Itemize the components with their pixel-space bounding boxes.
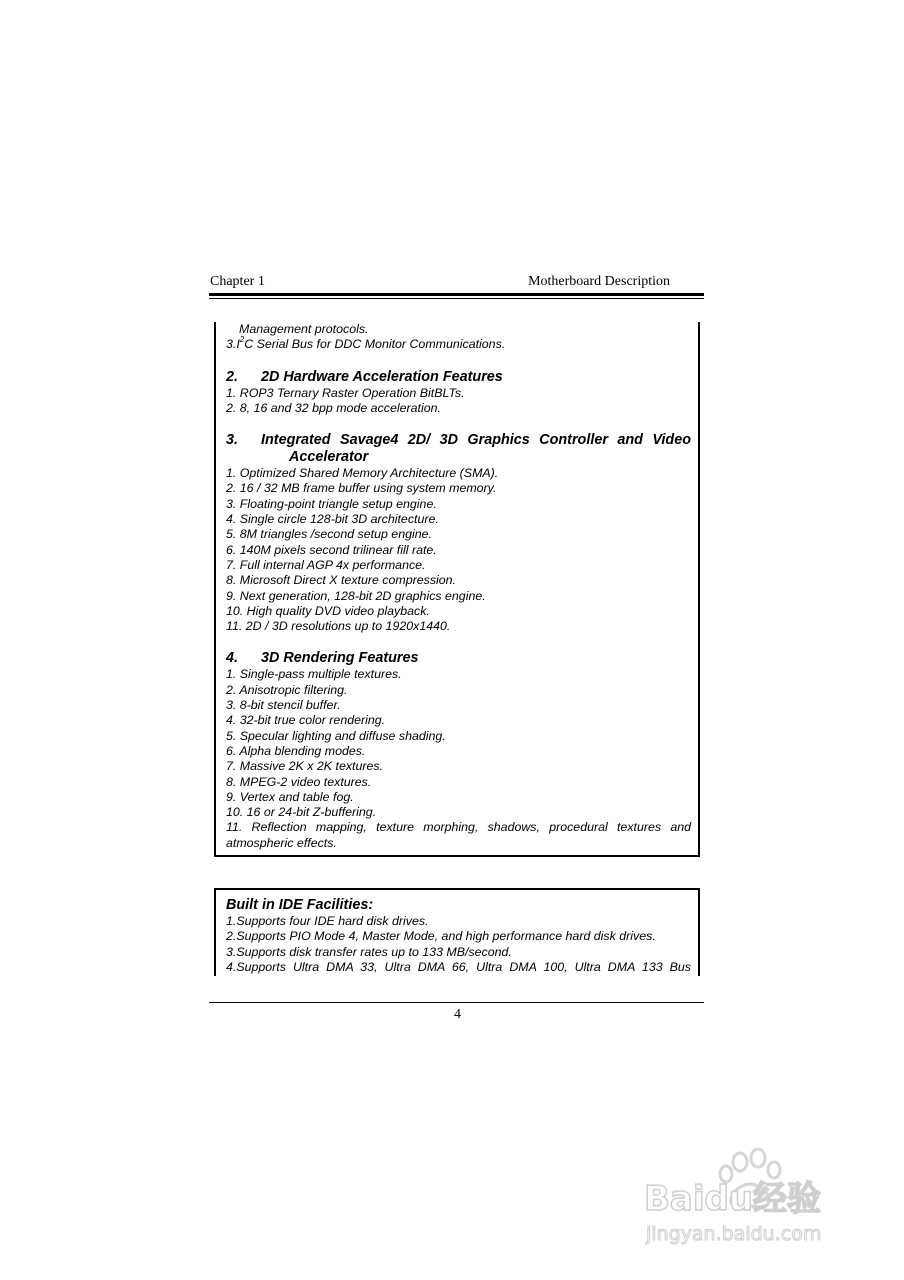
list-item: 1. Single-pass multiple textures. <box>226 667 402 682</box>
header-rule-thick <box>209 293 704 296</box>
list-item-cont: atmospheric effects. <box>226 835 337 850</box>
footer-rule <box>209 1002 704 1003</box>
page-number: 4 <box>454 1007 461 1022</box>
intro-line-2: $3.I^2C$ Serial Bus for DDC Monitor Communications. <box>226 335 506 352</box>
list-item: 9. Vertex and table fog. <box>226 789 354 804</box>
list-item: 4.Supports Ultra DMA 33, Ultra DMA 66, Ultra DMA 100, Ultra DMA 133 Bus <box>226 959 691 974</box>
list-item: 3. 8-bit stencil buffer. <box>226 698 341 713</box>
list-item: 3. Floating-point triangle setup engine. <box>226 496 437 511</box>
section-3-heading: 3. Integrated Savage4 2D/ 3D Graphics Controller and Video <box>226 432 691 449</box>
list-item: 5. Specular lighting and diffuse shading. <box>226 728 446 743</box>
watermark-brand: Baidu经验 <box>644 1179 822 1219</box>
chapter-label: Chapter 1 <box>210 274 265 289</box>
section-4-heading: 4. 3D Rendering Features <box>226 650 419 667</box>
list-item: 1.Supports four IDE hard disk drives. <box>226 914 429 928</box>
ide-box <box>214 888 700 976</box>
ide-title: Built in IDE Facilities: <box>226 897 374 913</box>
list-item: 1. ROP3 Ternary Raster Operation BitBLTs. <box>226 385 465 400</box>
list-item: 7. Massive 2K x 2K textures. <box>226 759 384 774</box>
header-rule-thin <box>209 298 704 299</box>
page-header <box>210 274 670 292</box>
list-item: 8. MPEG-2 video textures. <box>226 774 372 789</box>
list-item: 8. Microsoft Direct X texture compression. <box>226 573 456 588</box>
ide-content <box>226 897 691 975</box>
list-item: 2. 8, 16 and 32 bpp mode acceleration. <box>226 400 441 415</box>
list-item: 5. 8M triangles /second setup engine. <box>226 527 432 542</box>
list-item: 1. Optimized Shared Memory Architecture (SMA). <box>226 466 499 481</box>
list-item: 11. 2D / 3D resolutions up to 1920x1440. <box>226 619 451 634</box>
list-item: 9. Next generation, 128-bit 2D graphics engine. <box>226 588 486 603</box>
watermark-url: jingyan.baidu.com <box>646 1223 822 1245</box>
features-box <box>214 322 700 857</box>
list-item: 3.Supports disk transfer rates up to 133 MB/second. <box>226 944 512 959</box>
list-item: 6. Alpha blending modes. <box>226 743 366 758</box>
list-item: 2. Anisotropic filtering. <box>226 682 348 697</box>
list-item: 4. 32-bit true color rendering. <box>226 713 386 728</box>
list-item: 10. High quality DVD video playback. <box>226 603 430 618</box>
list-item: 2. 16 / 32 MB frame buffer using system memory. <box>226 481 497 496</box>
section-3-heading-cont: Accelerator <box>289 449 369 466</box>
intro-line-1: Management protocols. <box>239 322 369 336</box>
list-item: 11. Reflection mapping, texture morphing, shadows, procedural textures and <box>226 820 691 835</box>
list-item: 7. Full internal AGP 4x performance. <box>226 557 426 572</box>
features-content <box>226 322 691 851</box>
list-item: 6. 140M pixels second trilinear fill rate. <box>226 542 437 557</box>
list-item: 4. Single circle 128-bit 3D architecture. <box>226 512 439 527</box>
baidu-watermark <box>640 1148 860 1248</box>
section-label: Motherboard Description <box>528 274 670 289</box>
list-item: 2.Supports PIO Mode 4, Master Mode, and high performance hard disk drives. <box>226 929 656 944</box>
section-2-heading: 2. 2D Hardware Acceleration Features <box>226 368 503 385</box>
list-item: 10. 16 or 24-bit Z-buffering. <box>226 805 377 820</box>
